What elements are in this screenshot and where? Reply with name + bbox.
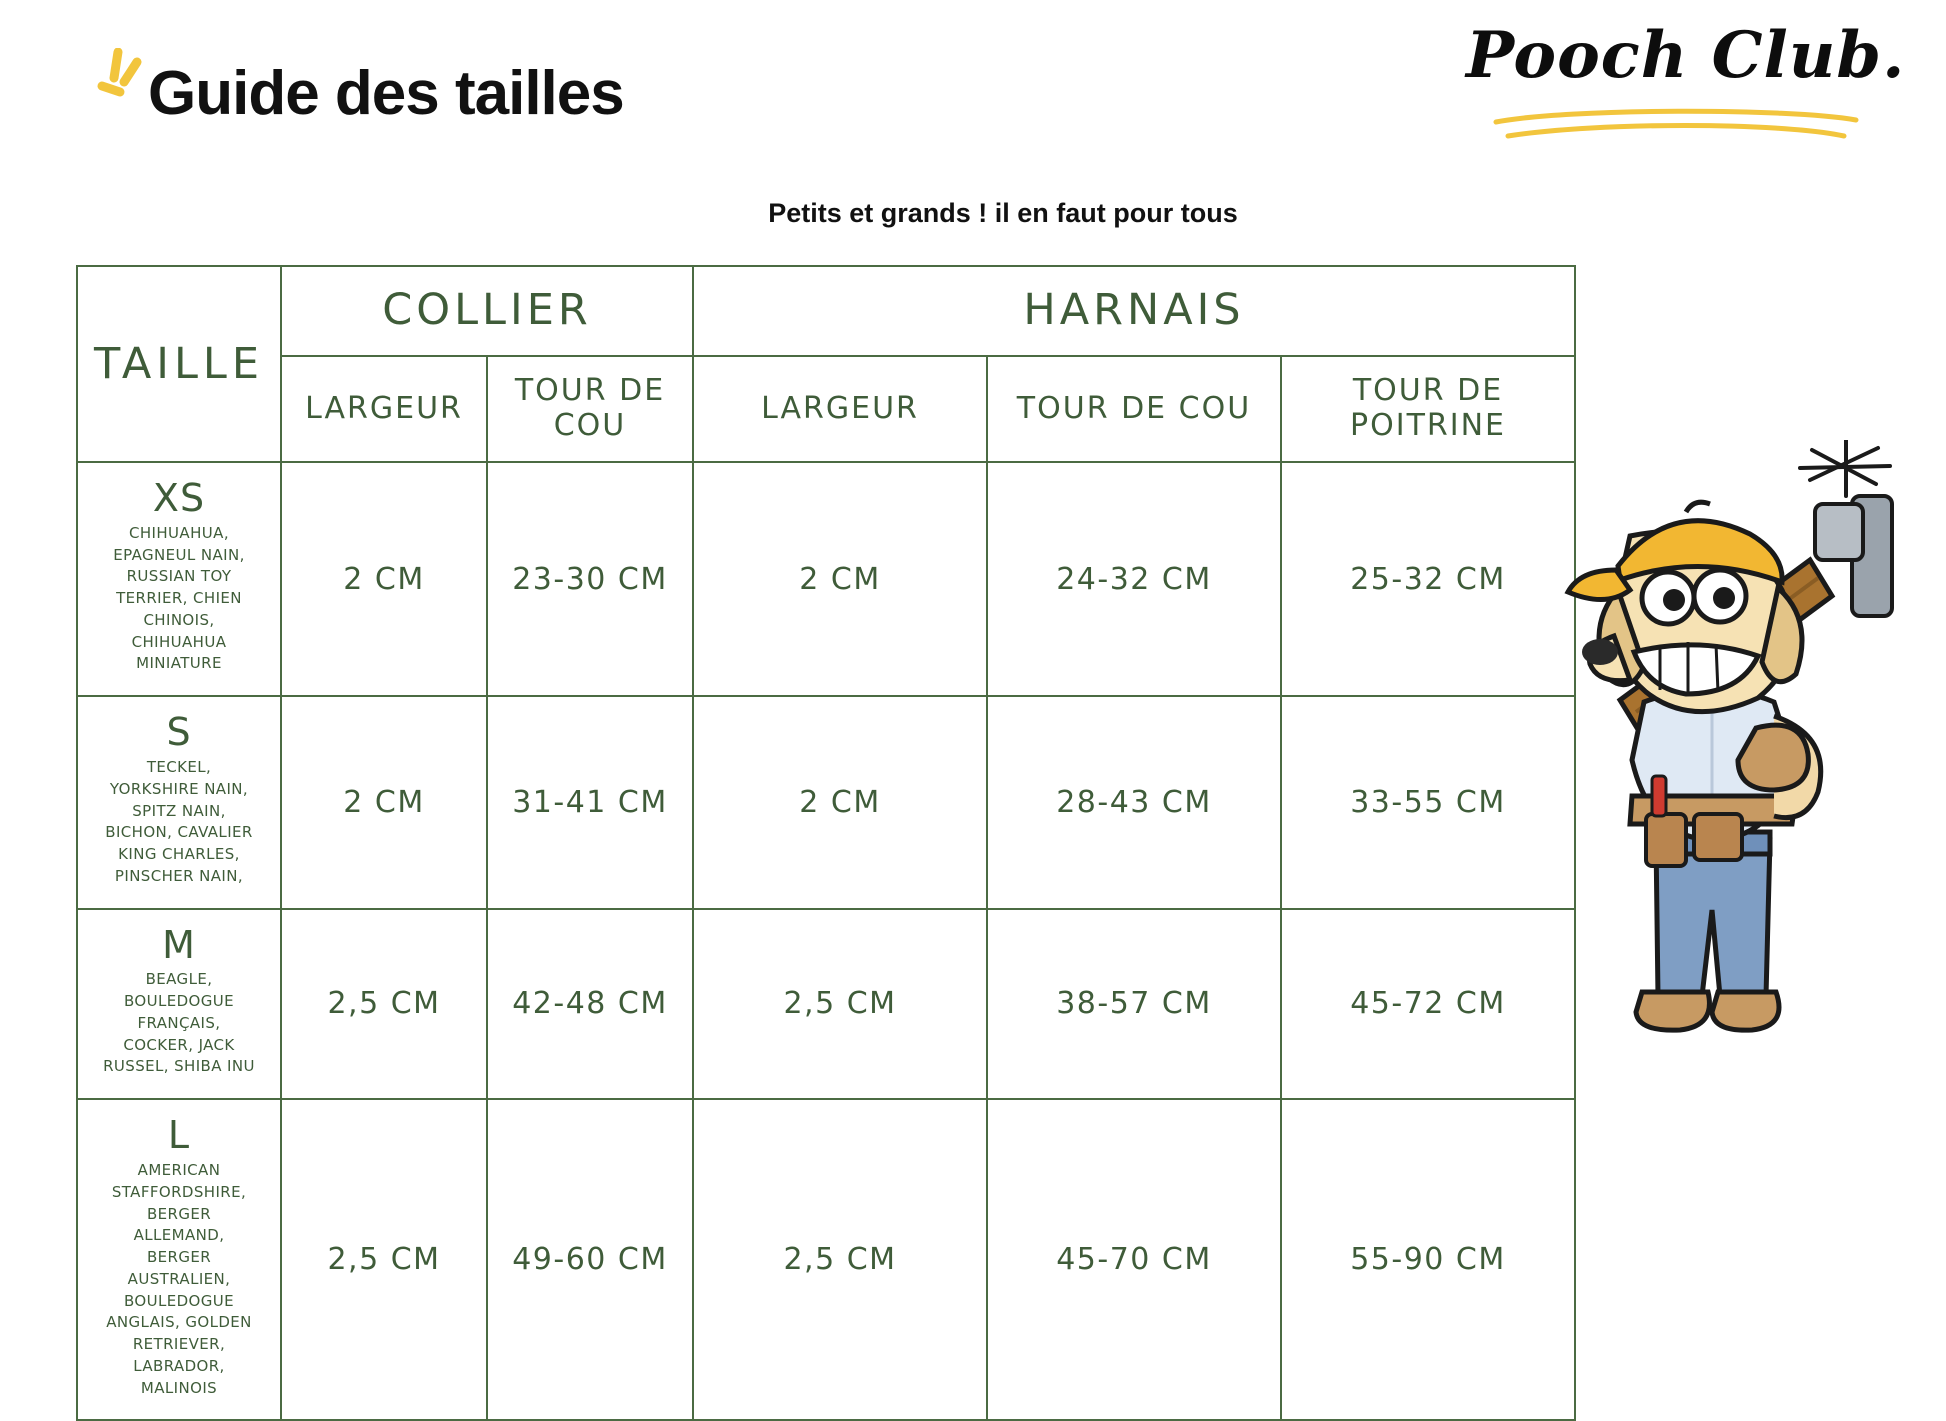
cell-collier-tour-de-cou: 31-41 CM [487,696,693,908]
cell-harnais-tour-de-poitrine: 45-72 CM [1281,909,1575,1100]
subtitle: Petits et grands ! il en faut pour tous [768,198,1238,228]
table-subheader-row [77,356,1575,462]
cell-harnais-tour-de-cou: 24-32 CM [987,462,1281,696]
subheader-harnais-largeur: LARGEUR [693,356,987,462]
cell-harnais-tour-de-poitrine: 25-32 CM [1281,462,1575,696]
subheader-harnais-tour-de-poitrine: TOUR DE POITRINE [1281,356,1575,462]
dog-handyman-mascot [1560,440,1940,1060]
cell-harnais-tour-de-poitrine: 33-55 CM [1281,696,1575,908]
cell-harnais-largeur: 2 CM [693,462,987,696]
subheader-collier-largeur: LARGEUR [281,356,487,462]
table-row [77,909,1575,1100]
cell-harnais-tour-de-poitrine: 55-90 CM [1281,1099,1575,1420]
brand-name: Pooch Club. [1466,18,1906,93]
size-breeds: CHIHUAHUA, EPAGNEUL NAIN, RUSSIAN TOY TERRIER, CHIEN CHINOIS, CHIHUAHUA MINIATURE [113,523,245,673]
cell-collier-tour-de-cou: 42-48 CM [487,909,693,1100]
table-row [77,696,1575,908]
cell-collier-tour-de-cou: 23-30 CM [487,462,693,696]
group-header-collier: COLLIER [281,266,693,356]
column-header-taille: TAILLE [77,266,281,462]
subheader-collier-tour-de-cou: TOUR DE COU [487,356,693,462]
cell-collier-largeur: 2,5 CM [281,1099,487,1420]
size-breeds: AMERICAN STAFFORDSHIRE, BERGER ALLEMAND, BERGER AUSTRALIEN, BOULEDOGUE ANGLAIS, GOLDEN RETRIEVER, LABRADOR, MALINOIS [106,1161,252,1397]
row-size-cell [77,909,281,1100]
cell-harnais-tour-de-cou: 45-70 CM [987,1099,1281,1420]
table-row [77,462,1575,696]
cell-collier-largeur: 2 CM [281,696,487,908]
cell-harnais-largeur: 2,5 CM [693,909,987,1100]
row-size-cell [77,462,281,696]
cell-collier-tour-de-cou: 49-60 CM [487,1099,693,1420]
size-breeds: BEAGLE, BOULEDOGUE FRANÇAIS, COCKER, JACK RUSSEL, SHIBA INU [103,970,255,1076]
page-title: Guide des tailles [148,59,624,128]
group-header-harnais: HARNAIS [693,266,1575,356]
row-size-cell [77,1099,281,1420]
brand-logo [1466,18,1906,144]
sparkle-icon [96,48,156,110]
subheader-harnais-tour-de-cou: TOUR DE COU [987,356,1281,462]
size-breeds: TECKEL, YORKSHIRE NAIN, SPITZ NAIN, BICHON, CAVALIER KING CHARLES, PINSCHER NAIN, [105,758,253,885]
cell-collier-largeur: 2,5 CM [281,909,487,1100]
cell-harnais-largeur: 2 CM [693,696,987,908]
cell-harnais-largeur: 2,5 CM [693,1099,987,1420]
cell-harnais-tour-de-cou: 38-57 CM [987,909,1281,1100]
row-size-cell [77,696,281,908]
size-label: XS [152,476,206,520]
table-row [77,1099,1575,1420]
size-guide-table [76,265,1576,1421]
size-label: M [162,922,196,967]
table-header-row [77,266,1575,356]
brand-underline-swash [1488,106,1864,146]
cell-harnais-tour-de-cou: 28-43 CM [987,696,1281,908]
size-label: S [166,710,192,755]
cell-collier-largeur: 2 CM [281,462,487,696]
size-label: L [167,1113,191,1158]
